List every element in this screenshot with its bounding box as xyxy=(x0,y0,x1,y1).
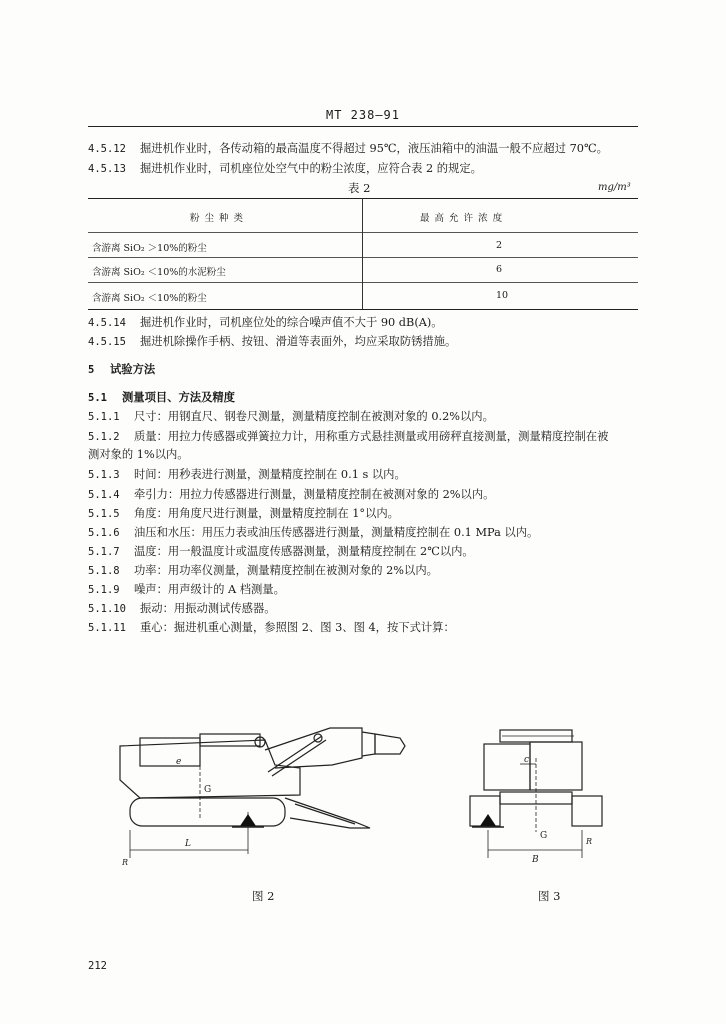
section-title: 测量项目、方法及精度 xyxy=(122,390,235,404)
figure-3-caption: 图 3 xyxy=(538,889,561,903)
fig3-label-g: G xyxy=(540,831,548,841)
clause-number: 5.1.7 xyxy=(88,546,120,558)
item-5-1-8 xyxy=(88,562,438,578)
item-5-1-7 xyxy=(88,543,474,559)
table-header-rule xyxy=(88,232,638,233)
section-number: 5.1 xyxy=(88,392,107,404)
paragraph-4-5-13 xyxy=(88,160,482,176)
section-5-heading xyxy=(88,361,155,377)
paragraph-4-5-12 xyxy=(88,140,608,156)
clause-text: 质量：用拉力传感器或弹簧拉力计，用称重方式悬挂测量或用磅秤直接测量，测量精度控制在被 xyxy=(134,430,609,443)
fig3-label-r: R xyxy=(586,837,593,846)
table-row-rule xyxy=(88,257,638,258)
fig3-support-wedge xyxy=(480,814,496,826)
fig2-label-l: L xyxy=(185,839,191,849)
clause-number: 4.5.15 xyxy=(88,336,126,348)
section-number: 5 xyxy=(88,364,95,376)
clause-number: 5.1.2 xyxy=(88,431,120,443)
item-5-1-3 xyxy=(88,466,406,482)
page-header: MT 238—91 xyxy=(325,108,401,122)
clause-text: 油压和水压：用压力表或油压传感器进行测量，测量精度控制在 0.1 MPa 以内。 xyxy=(134,526,539,539)
table-top-rule xyxy=(88,198,638,199)
fig2-support-wedge xyxy=(240,814,256,826)
table-header-type: 粉 尘 种 类 xyxy=(190,213,245,224)
clause-text: 掘进机作业时，各传动箱的最高温度不得超过 95℃，液压油箱中的油温一般不应超过 70℃。 xyxy=(140,142,608,155)
fig2-crawler-track xyxy=(130,798,285,826)
fig3-label-b: B xyxy=(532,855,539,865)
table-caption: 表 2 xyxy=(348,181,371,195)
clause-text: 振动：用振动测试传感器。 xyxy=(140,602,276,615)
section-title: 试验方法 xyxy=(110,362,156,376)
table-bottom-rule xyxy=(88,309,638,310)
item-5-1-1 xyxy=(88,408,494,424)
table-column-divider xyxy=(362,198,363,309)
table-row-1-type: 含游离 SiO₂ ＞10%的粉尘 xyxy=(92,243,207,254)
fig3-cabin-left xyxy=(484,744,530,790)
clause-number: 5.1.4 xyxy=(88,489,120,501)
item-5-1-2-cont xyxy=(88,446,189,462)
figure-3-drawing xyxy=(462,712,612,872)
clause-text: 牵引力：用拉力传感器进行测量，测量精度控制在被测对象的 2%以内。 xyxy=(134,488,495,501)
clause-text: 温度：用一般温度计或温度传感器测量，测量精度控制在 2℃以内。 xyxy=(134,545,474,558)
fig3-track-right xyxy=(572,796,602,826)
clause-text: 噪声：用声级计的 A 档测量。 xyxy=(134,583,285,596)
item-5-1-6 xyxy=(88,524,538,540)
clause-number: 5.1.8 xyxy=(88,565,120,577)
clause-number: 5.1.1 xyxy=(88,411,120,423)
fig2-label-r: R xyxy=(122,858,129,867)
table-row-rule xyxy=(88,282,638,283)
item-5-1-5 xyxy=(88,505,399,521)
clause-text: 角度：用角度尺进行测量，测量精度控制在 1°以内。 xyxy=(134,507,399,520)
clause-number: 5.1.10 xyxy=(88,603,126,615)
table-row-1-value: 2 xyxy=(496,240,503,251)
header-rule xyxy=(88,126,638,127)
clause-text: 功率：用功率仪测量，测量精度控制在被测对象的 2%以内。 xyxy=(134,564,438,577)
fig2-operator-cabin xyxy=(140,738,200,766)
item-5-1-4 xyxy=(88,486,494,502)
clause-text: 掘进机作业时，司机座位处空气中的粉尘浓度，应符合表 2 的规定。 xyxy=(140,162,482,175)
section-5-1-heading xyxy=(88,389,235,405)
fig2-loading-shovel xyxy=(285,798,370,828)
clause-text: 掘进机除操作手柄、按钮、滑道等表面外，均应采取防锈措施。 xyxy=(140,335,457,348)
clause-number: 4.5.14 xyxy=(88,317,126,329)
table-row-2-value: 6 xyxy=(496,264,503,275)
fig2-cutter-head xyxy=(375,734,405,754)
clause-number: 5.1.9 xyxy=(88,584,120,596)
clause-text: 尺寸：用钢直尺、钢卷尺测量，测量精度控制在被测对象的 0.2%以内。 xyxy=(134,410,494,423)
fig2-label-g: G xyxy=(204,785,212,795)
clause-text: 掘进机作业时，司机座位处的综合噪声值不大于 90 dB(A)。 xyxy=(140,316,443,329)
figure-2-caption: 图 2 xyxy=(252,889,275,903)
clause-number: 5.1.11 xyxy=(88,622,126,634)
item-5-1-10 xyxy=(88,600,276,616)
table-row-3-type: 含游离 SiO₂ ＜10%的粉尘 xyxy=(92,293,207,304)
paragraph-4-5-14 xyxy=(88,314,443,330)
clause-text: 测对象的 1%以内。 xyxy=(88,448,189,461)
clause-number: 5.1.5 xyxy=(88,508,120,520)
item-5-1-11 xyxy=(88,619,455,635)
fig2-boom-neck xyxy=(362,732,375,756)
clause-number: 5.1.3 xyxy=(88,469,120,481)
fig3-label-c: c xyxy=(524,755,530,765)
item-5-1-9 xyxy=(88,581,285,597)
table-row-3-value: 10 xyxy=(496,290,509,301)
clause-number: 5.1.6 xyxy=(88,527,120,539)
clause-number: 4.5.12 xyxy=(88,143,126,155)
table-header-concentration: 最 高 允 许 浓 度 xyxy=(420,213,504,224)
fig3-cabin-right xyxy=(530,742,582,790)
paragraph-4-5-15 xyxy=(88,333,456,349)
fig2-shovel-line xyxy=(295,804,355,824)
clause-number: 4.5.13 xyxy=(88,163,126,175)
page-number: 212 xyxy=(88,960,107,972)
figure-2-drawing xyxy=(100,710,430,870)
table-row-2-type: 含游离 SiO₂ ＜10%的水泥粉尘 xyxy=(92,267,226,278)
clause-text: 时间：用秒表进行测量，测量精度控制在 0.1 s 以内。 xyxy=(134,468,406,481)
item-5-1-2 xyxy=(88,428,608,444)
fig2-label-e: e xyxy=(176,757,182,767)
table-unit: mg/m³ xyxy=(598,182,631,193)
clause-text: 重心：掘进机重心测量，参照图 2、图 3、图 4，按下式计算： xyxy=(140,621,455,634)
